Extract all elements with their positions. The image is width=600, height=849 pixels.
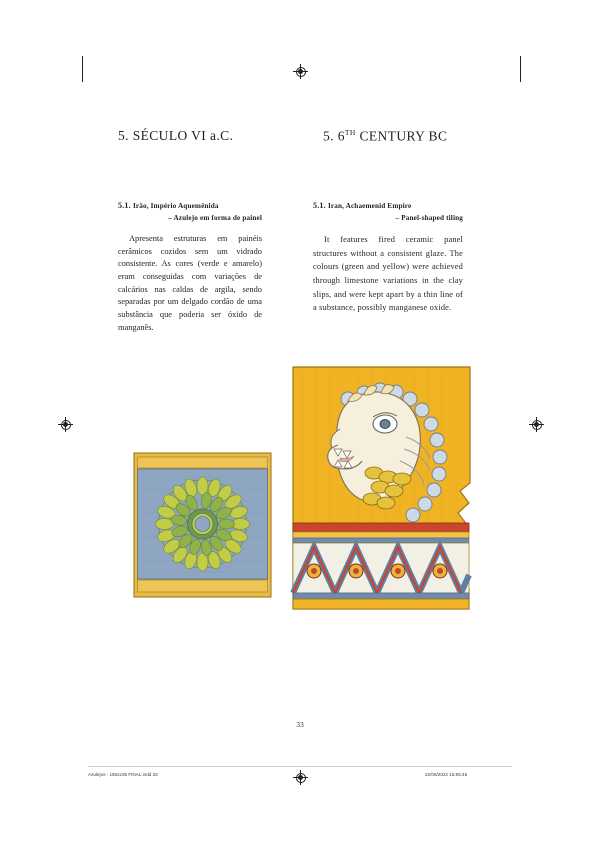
section-subtitle-pt: – Azulejo em forma de painel bbox=[168, 214, 262, 223]
chapter-title-en: CENTURY BC bbox=[359, 128, 448, 144]
chapter-ordinal-suffix-en: TH bbox=[344, 128, 356, 137]
section-number-pt: 5.1. bbox=[118, 201, 131, 210]
registration-target-bottom bbox=[293, 770, 308, 785]
slug-timestamp: 22/06/2022 15:55:45 bbox=[425, 772, 468, 777]
chapter-heading-row bbox=[0, 128, 600, 145]
chapter-heading-en bbox=[323, 128, 523, 145]
chapter-ordinal-en: 6 bbox=[337, 128, 345, 144]
section-title-pt: Irão, Império Aquemênida bbox=[132, 202, 219, 210]
registration-target-right bbox=[529, 417, 544, 432]
chapter-heading-pt bbox=[118, 128, 323, 145]
registration-target-left bbox=[58, 417, 73, 432]
registration-target-top bbox=[293, 64, 308, 79]
figure-lion-tile-panel bbox=[288, 363, 474, 613]
chapter-number-en: 5. bbox=[323, 128, 334, 144]
crop-mark-top-left bbox=[82, 56, 83, 82]
crop-mark-top-right bbox=[520, 56, 521, 82]
chapter-number-pt: 5. bbox=[118, 128, 129, 143]
column-portuguese bbox=[118, 200, 262, 334]
section-subtitle-en: – Panel-shaped tiling bbox=[395, 214, 463, 223]
chapter-title-pt: SÉCULO VI a.C. bbox=[132, 128, 234, 143]
slug-divider bbox=[88, 766, 512, 767]
section-heading-pt bbox=[118, 200, 262, 212]
body-text-en: It features fired ceramic panel structures without a consistent glaze. The colours (green and yellow) were achieved through limestone variations in the clay slips, and were kept apart by a thin line of a substance, possibly manganese oxide. bbox=[313, 235, 463, 313]
section-number-en: 5.1. bbox=[313, 201, 326, 210]
figure-rosette-tile bbox=[133, 452, 272, 598]
column-english bbox=[313, 200, 463, 315]
section-title-en: Iran, Achaemenid Empire bbox=[327, 202, 412, 210]
body-text-pt: Apresenta estruturas em painéis cerâmicos cozidos sem um vidrado consistente. As cores (verde e amarelo) eram conseguidas com variações de calcários nas caldas de argila, sendo separadas por um delgado cordão de uma substância que poderia ser óxido de manganês. bbox=[118, 234, 262, 332]
slug-filename: Azulejos - 155x235 FINAL.indd 33 bbox=[88, 772, 158, 777]
page-number: 33 bbox=[296, 720, 304, 729]
section-heading-en bbox=[313, 200, 463, 212]
